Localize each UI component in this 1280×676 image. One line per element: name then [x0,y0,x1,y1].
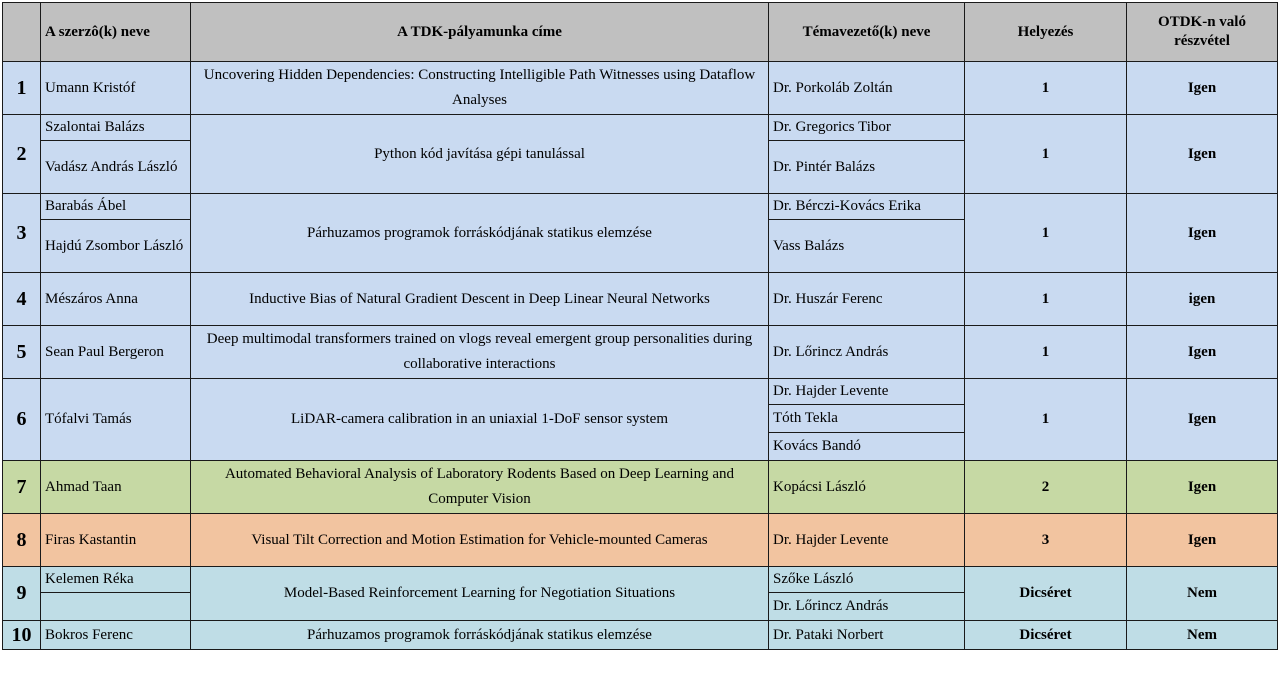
table-row [3,567,1278,593]
supervisor-name: Dr. Huszár Ferenc [769,273,965,326]
work-title: Python kód javítása gépi tanulással [191,115,769,194]
rank-value: 1 [965,379,1127,461]
author-name: Mészáros Anna [41,273,191,326]
header-rank: Helyezés [965,3,1127,62]
work-title: Visual Tilt Correction and Motion Estimation for Vehicle-mounted Cameras [191,514,769,567]
rank-value: 1 [965,273,1127,326]
work-title: Párhuzamos programok forráskódjának statikus elemzése [191,194,769,273]
author-name: Kelemen Réka [41,567,191,593]
table-row [3,62,1278,115]
supervisor-name: Dr. Porkoláb Zoltán [769,62,965,115]
rank-value: Dicséret [965,567,1127,621]
results-table [2,2,1278,650]
rank-value: 1 [965,326,1127,379]
author-name: Vadász András László [41,141,191,194]
supervisor-name: Dr. Gregorics Tibor [769,115,965,141]
table-row [3,115,1278,141]
author-name: Firas Kastantin [41,514,191,567]
row-number: 10 [3,621,41,650]
author-name: Ahmad Taan [41,461,191,514]
row-number: 1 [3,62,41,115]
header-row [3,3,1278,62]
author-name: Szalontai Balázs [41,115,191,141]
supervisor-name: Dr. Lőrincz András [769,593,965,621]
supervisor-name: Dr. Hajder Levente [769,379,965,405]
supervisor-name: Vass Balázs [769,220,965,273]
table-row [3,194,1278,220]
work-title: Deep multimodal transformers trained on vlogs reveal emergent group personalities during collaborative interactions [191,326,769,379]
author-name: Umann Kristóf [41,62,191,115]
rank-value: 2 [965,461,1127,514]
table-row [3,273,1278,326]
supervisor-name: Dr. Pataki Norbert [769,621,965,650]
work-title: LiDAR-camera calibration in an uniaxial 1-DoF sensor system [191,379,769,461]
otdk-value: Igen [1127,194,1278,273]
work-title: Uncovering Hidden Dependencies: Constructing Intelligible Path Witnesses using Dataflow Analyses [191,62,769,115]
rank-value: 3 [965,514,1127,567]
otdk-value: Igen [1127,326,1278,379]
row-number: 9 [3,567,41,621]
header-supervisor: Témavezető(k) neve [769,3,965,62]
supervisor-name: Szőke László [769,567,965,593]
work-title: Inductive Bias of Natural Gradient Descent in Deep Linear Neural Networks [191,273,769,326]
table-row [3,514,1278,567]
work-title: Model-Based Reinforcement Learning for Negotiation Situations [191,567,769,621]
otdk-value: Igen [1127,379,1278,461]
author-name-empty [41,593,191,621]
work-title: Párhuzamos programok forráskódjának statikus elemzése [191,621,769,650]
otdk-value: Nem [1127,567,1278,621]
author-name: Barabás Ábel [41,194,191,220]
row-number: 4 [3,273,41,326]
table-row [3,621,1278,650]
rank-value: 1 [965,62,1127,115]
supervisor-name: Kovács Bandó [769,433,965,461]
author-name: Hajdú Zsombor László [41,220,191,273]
author-name: Sean Paul Bergeron [41,326,191,379]
supervisor-name: Dr. Hajder Levente [769,514,965,567]
supervisor-name: Dr. Pintér Balázs [769,141,965,194]
table-row [3,379,1278,405]
author-name: Bokros Ferenc [41,621,191,650]
header-author: A szerzô(k) neve [41,3,191,62]
supervisor-name: Tóth Tekla [769,405,965,433]
header-num [3,3,41,62]
otdk-value: igen [1127,273,1278,326]
rank-value: Dicséret [965,621,1127,650]
table-row [3,326,1278,379]
row-number: 7 [3,461,41,514]
rank-value: 1 [965,115,1127,194]
row-number: 6 [3,379,41,461]
rank-value: 1 [965,194,1127,273]
supervisor-name: Kopácsi László [769,461,965,514]
supervisor-name: Dr. Bérczi-Kovács Erika [769,194,965,220]
otdk-value: Igen [1127,514,1278,567]
otdk-value: Igen [1127,461,1278,514]
author-name: Tófalvi Tamás [41,379,191,461]
row-number: 5 [3,326,41,379]
supervisor-name: Dr. Lőrincz András [769,326,965,379]
table-row [3,461,1278,514]
row-number: 3 [3,194,41,273]
otdk-value: Nem [1127,621,1278,650]
row-number: 2 [3,115,41,194]
row-number: 8 [3,514,41,567]
otdk-value: Igen [1127,62,1278,115]
header-otdk: OTDK-n való részvétel [1127,3,1278,62]
header-title: A TDK-pályamunka címe [191,3,769,62]
otdk-value: Igen [1127,115,1278,194]
work-title: Automated Behavioral Analysis of Laboratory Rodents Based on Deep Learning and Computer Vision [191,461,769,514]
